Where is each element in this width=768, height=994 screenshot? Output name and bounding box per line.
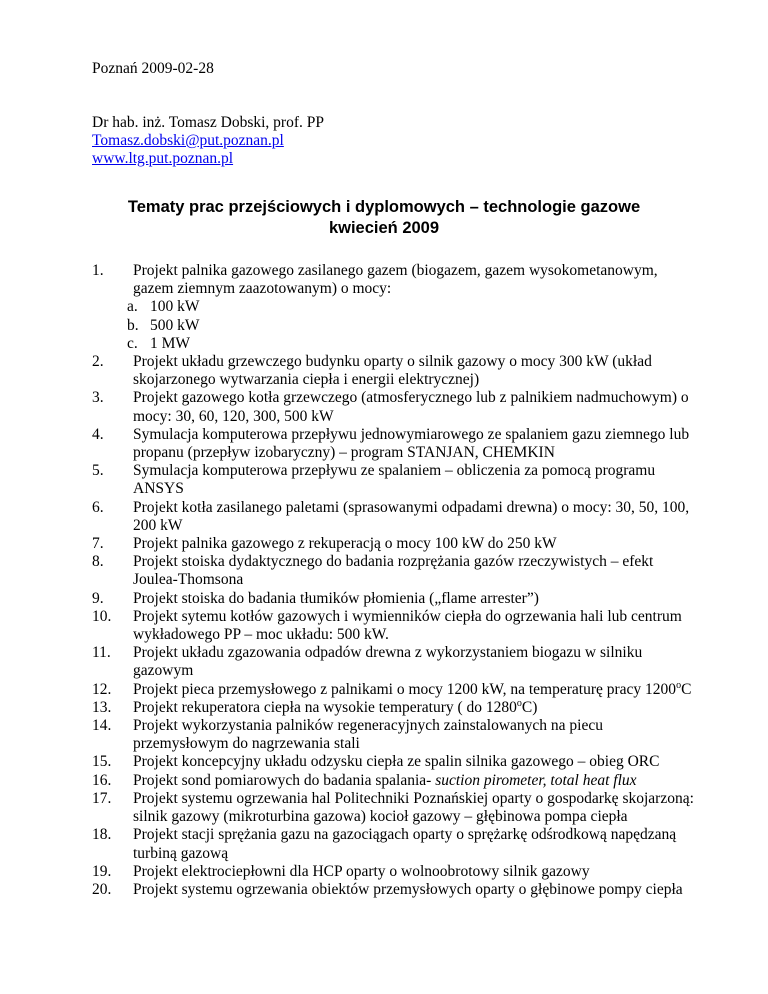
topic-item-3 — [0, 389, 768, 425]
topic-item-16 — [0, 772, 768, 790]
topic-item-14 — [0, 717, 768, 753]
topic-number: 7. — [92, 535, 104, 553]
topic-number: 20. — [92, 880, 112, 898]
topic-subitem-b — [0, 317, 768, 335]
topic-text: Projekt rekuperatora ciepła na wysokie temperatury ( do 1280 — [133, 698, 517, 716]
topic-item-10 — [0, 608, 768, 644]
topic-text: Projekt stacji sprężania gazu na gazociągach oparty o sprężarkę odśrodkową napędzaną turbiną gazową — [133, 826, 677, 862]
topic-text-unit: C) — [521, 698, 538, 716]
topic-text: Projekt systemu ogrzewania hal Politechniki Poznańskiej oparty o gospodarkę skojarzoną: silnik gazowy (mikroturbina gazowa) kocioł gazowy – głębinowa pompa ciepła — [133, 789, 694, 826]
author-name: Dr hab. inż. Tomasz Dobski, prof. PP — [92, 114, 324, 131]
topic-item-12 — [0, 681, 768, 699]
topics-list — [0, 262, 768, 899]
topic-item-15 — [0, 753, 768, 771]
topic-subitem-c — [0, 335, 768, 353]
topic-number: 8. — [92, 553, 104, 571]
topic-text: Projekt sond pomiarowych do badania spalania- — [133, 771, 436, 789]
topic-text: Projekt kotła zasilanego paletami (sprasowanymi odpadami drewna) o mocy: 30, 50, 100, 200 kW — [133, 498, 690, 534]
degree-superscript: o — [516, 697, 522, 709]
topic-text: Projekt systemu ogrzewania obiektów przemysłowych oparty o głębinowe pompy ciepła — [133, 880, 683, 898]
topic-number: 12. — [92, 680, 112, 698]
topic-number: 15. — [92, 753, 112, 771]
topic-text: Projekt sytemu kotłów gazowych i wymienników ciepła do ogrzewania hali lub centrum wykładowego PP – moc układu: 500 kW. — [133, 607, 682, 644]
topic-text: Projekt palnika gazowego zasilanego gazem (biogazem, gazem wysokometanowym, gazem ziemnym zaazotowanym) o mocy: — [133, 262, 658, 298]
topic-number: 17. — [92, 789, 112, 807]
subitem-letter: b. — [127, 316, 139, 334]
place-date: Poznań 2009-02-28 — [92, 60, 214, 77]
topic-text: Projekt układu zgazowania odpadów drewna z wykorzystaniem biogazu w silniku gazowym — [133, 644, 643, 680]
topic-number: 13. — [92, 698, 112, 716]
email-link[interactable]: Tomasz.dobski@put.poznan.pl — [92, 132, 284, 149]
topic-number: 19. — [92, 862, 112, 880]
topic-text: Projekt układu grzewczego budynku oparty o silnik gazowy o mocy 300 kW (układ skojarzonego wytwarzania ciepła i energii elektrycznej) — [133, 353, 652, 389]
topic-text: Projekt stoiska do badania tłumików płomienia („flame arrester”) — [133, 589, 539, 607]
topic-item-19 — [0, 863, 768, 881]
topic-number: 4. — [92, 425, 104, 443]
topic-item-11 — [0, 644, 768, 680]
topic-text-unit: C — [681, 680, 692, 698]
topic-number: 2. — [92, 353, 104, 371]
topic-item-13 — [0, 699, 768, 717]
topic-number: 9. — [92, 589, 104, 607]
website-link-wrap — [92, 150, 233, 168]
topic-item-1 — [0, 262, 768, 298]
topic-number: 6. — [92, 498, 104, 516]
topic-item-20 — [0, 881, 768, 899]
topic-number: 10. — [92, 607, 112, 625]
document-title-line2: kwiecień 2009 — [328, 219, 440, 237]
topic-text: Projekt palnika gazowego z rekuperacją o mocy 100 kW do 250 kW — [133, 535, 557, 553]
topic-item-2 — [0, 353, 768, 389]
topic-number: 1. — [92, 262, 104, 279]
topic-number: 11. — [92, 644, 111, 662]
topic-number: 16. — [92, 771, 112, 789]
topic-text: Projekt koncepcyjny układu odzysku ciepła ze spalin silnika gazowego – obieg ORC — [133, 753, 660, 771]
website-link[interactable]: www.ltg.put.poznan.pl — [92, 150, 234, 167]
topic-text: Projekt stoiska dydaktycznego do badania rozprężania gazów rzeczywistych – efekt Joulea-Thomsona — [133, 553, 654, 589]
topic-text: Projekt pieca przemysłowego z palnikami o mocy 1200 kW, na temperaturę pracy 1200 — [133, 680, 677, 698]
email-link-wrap — [92, 132, 284, 150]
topic-number: 5. — [92, 462, 104, 480]
topic-text: Symulacja komputerowa przepływu jednowymiarowego ze spalaniem gazu ziemnego lub propanu (przepływ izobaryczny) – program STANJAN, CHEMKIN — [133, 425, 690, 462]
topic-item-17 — [0, 790, 768, 826]
subitem-letter: a. — [127, 298, 138, 316]
subitem-text: 500 kW — [150, 316, 200, 334]
topic-item-5 — [0, 462, 768, 498]
topic-text: Projekt elektrociepłowni dla HCP oparty o wolnoobrotowy silnik gazowy — [133, 862, 590, 880]
topic-text: Symulacja komputerowa przepływu ze spalaniem – obliczenia za pomocą programu ANSYS — [133, 462, 656, 498]
document-title-line1: Tematy prac przejściowych i dyplomowych – technologie gazowe — [127, 198, 641, 216]
topic-number: 14. — [92, 717, 112, 735]
subitem-letter: c. — [127, 334, 138, 352]
subitem-text: 1 MW — [150, 334, 191, 352]
topic-subitem-a — [0, 298, 768, 316]
topic-text: Projekt wykorzystania palników regeneracyjnych zainstalowanych na piecu przemysłowym do nagrzewania stali — [133, 717, 603, 753]
degree-superscript: o — [676, 679, 682, 691]
subitem-text: 100 kW — [150, 298, 200, 316]
topic-number: 3. — [92, 389, 104, 407]
topic-text: Projekt gazowego kotła grzewczego (atmosferycznego lub z palnikiem nadmuchowym) o mocy: 30, 60, 120, 300, 500 kW — [133, 389, 689, 425]
topic-text-italic: suction pirometer, total heat flux — [435, 771, 637, 789]
topic-item-9 — [0, 590, 768, 608]
topic-item-8 — [0, 553, 768, 589]
topic-item-7 — [0, 535, 768, 553]
topic-number: 18. — [92, 826, 112, 844]
topic-item-18 — [0, 826, 768, 862]
topic-item-6 — [0, 499, 768, 535]
topic-item-4 — [0, 426, 768, 462]
